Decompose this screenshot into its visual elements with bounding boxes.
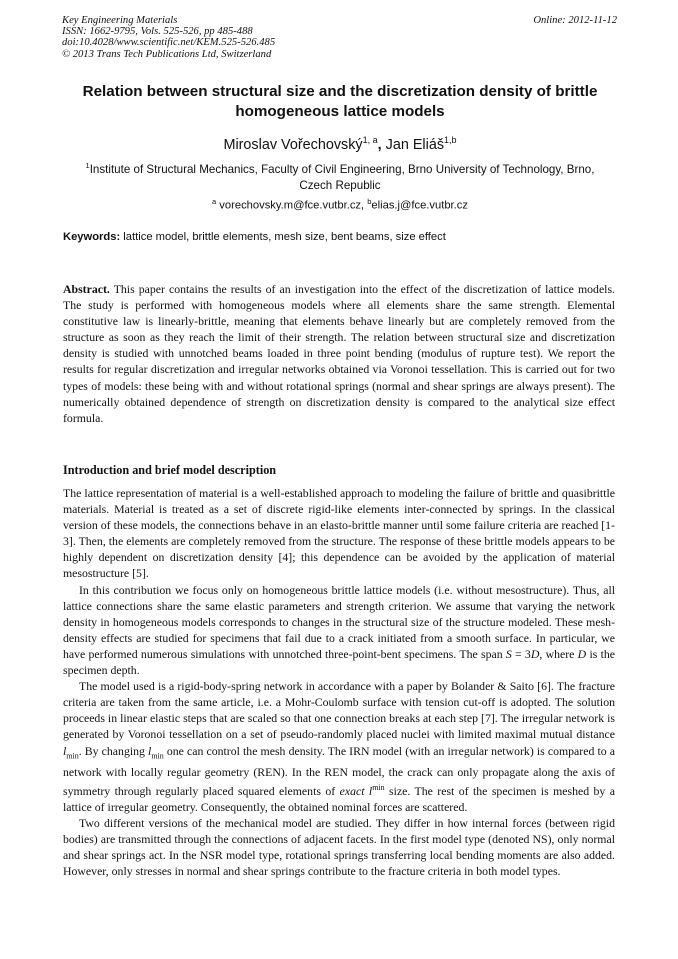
email-line [60, 194, 620, 214]
text-run: . By changing [78, 743, 149, 758]
paragraph: Two different versions of the mechanical model are studied. They differ in how internal forces (between rigid bodies) are transmitted through the connections of adjacent facets. In the first model type (denoted NS), only normal and shear springs act. In the NSR model type, rotational springs transferring local bending moments are also added. However, only stresses in normal and shear springs contribute to the fracture criteria in both model types. [63, 816, 615, 879]
paragraph: The lattice representation of material is a well-established approach to modeling the failure of brittle and quasibrittle materials. Material is treated as a set of discrete rigid-like elements inter-connected by springs. In the classical version of these models, the connections behave in an elasto-brittle manner until some failure criteria are reached [1-3]. Then, the elements are completely removed from the structure. The response of these brittle models appears to be highly dependent on discretization density [4]; this dependence can be avoided by the application of material mesostructure [5]. [63, 486, 615, 581]
text-run: , where [539, 646, 578, 661]
author-list [60, 131, 620, 154]
copyright-line: © 2013 Trans Tech Publications Ltd, Switzerland [62, 48, 272, 60]
affiliation-superscript: 1 [85, 161, 90, 170]
doi-line: doi:10.4028/www.scientific.net/KEM.525-526.485 [62, 37, 276, 49]
math-superscript: min [372, 783, 385, 793]
publication-header [62, 15, 617, 60]
math-symbol: D [577, 646, 587, 661]
text-run: size. The rest of the specimen is meshed by a lattice of irregular geometry. Consequently, the obtained nominal forces are scattered. [63, 783, 615, 815]
math-subscript: min [66, 750, 79, 760]
author-name: Jan Eliáš [385, 136, 445, 153]
section-heading: Introduction and brief model description [63, 463, 277, 477]
author-separator: , [377, 136, 386, 153]
affiliation [70, 158, 610, 194]
math-symbol: l [148, 743, 152, 758]
author-superscript: 1,b [444, 135, 457, 145]
text-run: The model used is a rigid-body-spring network in accordance with a paper by Bolander & Saito [6]. The fracture criteria are taken from the same article, i.e. a Mohr-Coulomb surface with tension cut-off is adopted. The solution proceeds in linear elastic steps that are scaled so that one connection breaks at each step [7]. The irregular network is generated by Voronoi tessellation on a set of pseudo-randomly placed nuclei with limited maximal mutual distance [63, 679, 615, 742]
email-address: elias.j@fce.vutbr.cz [371, 199, 468, 212]
math-symbol: D [530, 646, 540, 661]
online-date: Online: 2012-11-12 [533, 15, 617, 26]
keywords [63, 230, 623, 245]
text-run: = 3 [511, 646, 531, 661]
introduction-body [63, 485, 615, 880]
journal-name: Key Engineering Materials [62, 15, 178, 26]
math-symbol: exact l [339, 783, 373, 798]
keywords-text: lattice model, brittle elements, mesh size, bent beams, size effect [120, 231, 446, 243]
text-run: is the specimen depth. [63, 646, 616, 678]
math-subscript: min [151, 750, 164, 760]
email-address: vorechovsky.m@fce.vutbr.cz, [216, 199, 368, 212]
abstract [63, 281, 615, 426]
text-run: one can control the mesh density. The IRN model (with an irregular network) is compared to a network with locally regular geometry (REN). In the REN model, the crack can only propagate along the axis of symmetry through regularly placed squared elements of [63, 743, 615, 798]
abstract-label: Abstract. [63, 282, 110, 296]
text-run: In this contribution we focus only on homogeneous brittle lattice models (i.e. without mesostructure). Thus, all lattice connections share the same elastic parameters and strength criterion. We assume that varying the network density in homogeneous models corresponds to changes in the structural size of the structure modeled. These mesh-density effects are studied for specimens that fail due to a crack initiated from a smooth surface. In particular, we have performed numerous simulations with unnotched three-point-bent specimens. The span [63, 582, 615, 661]
abstract-text: This paper contains the results of an investigation into the effect of the discretization of lattice models. The study is performed with homogeneous models where all elements share the same strength. Elemental constitutive law is linearly-brittle, meaning that elements behave linearly but are completely removed from the structure as soon as they reach the limit of their strength. The relation between structural size and discretization density is studied with unnotched beams loaded in three point bending (modulus of rupture test). We report the results for regular discretization and irregular networks obtained via Voronoi tessellation. This is carried out for two types of models: these being with and without rotational springs (normal and shear springs are always present). The numerically obtained dependence of strength on discretization density is compared to the analytical size effect formula. [63, 282, 615, 425]
author-name: Miroslav Vořechovský [223, 136, 363, 153]
abstract-paragraph [63, 281, 615, 426]
paper-title: Relation between structural size and the discretization density of brittle homogeneous lattice models [82, 83, 598, 120]
paragraph [63, 582, 615, 679]
affiliation-text: Institute of Structural Mechanics, Faculty of Civil Engineering, Brno University of Technology, Brno, Czech Republic [89, 162, 595, 192]
author-superscript: 1, a [362, 135, 378, 145]
issn-line: ISSN: 1662-9795, Vols. 525-526, pp 485-488 [62, 26, 253, 38]
math-symbol: S [505, 646, 512, 661]
keywords-label: Keywords: [63, 231, 121, 243]
paragraph [63, 678, 615, 815]
math-symbol: l [63, 743, 67, 758]
email-superscript: a [212, 197, 217, 206]
email-superscript: b [367, 197, 372, 206]
